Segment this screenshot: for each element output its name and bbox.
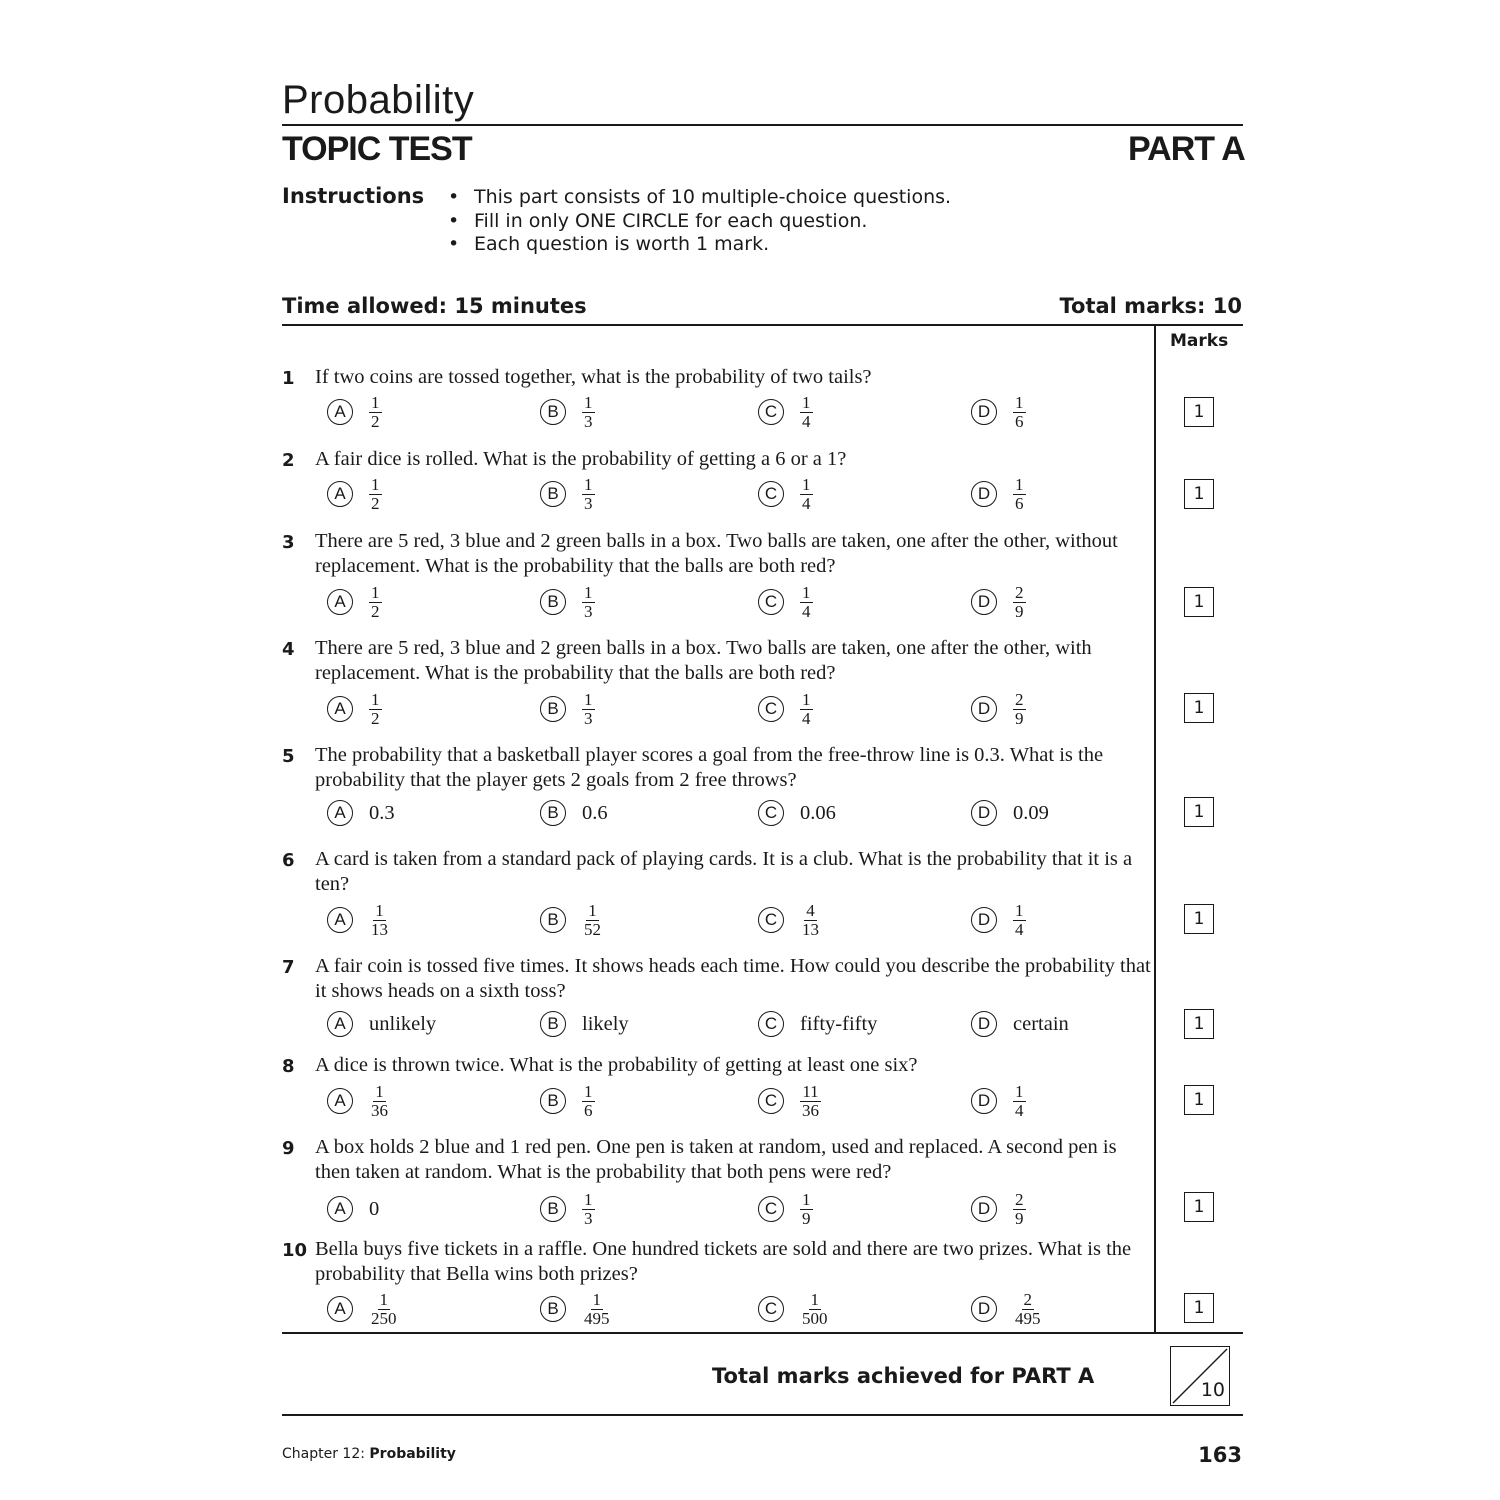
fraction-numerator: 1 [375,1081,384,1101]
fraction-numerator: 1 [1015,1081,1024,1101]
option-fraction [369,1083,390,1120]
answer-bubble-a[interactable]: A [327,800,353,826]
fraction-numerator: 1 [802,582,811,602]
option-fraction [800,902,821,939]
fraction-denominator: 6 [584,1100,593,1120]
fraction-denominator: 9 [1015,708,1024,728]
answer-bubble-c[interactable]: C [758,907,784,933]
option-fraction [582,584,595,621]
answer-option [971,1284,1043,1334]
fraction-denominator: 4 [1015,919,1024,939]
answer-option [971,1076,1026,1126]
instruction-item: • Fill in only ONE CIRCLE for each question. [448,210,868,232]
question-number: 4 [282,639,295,660]
option-fraction [582,1191,595,1228]
answer-option [327,1284,399,1334]
answer-option [758,999,877,1049]
question-number: 8 [282,1056,295,1077]
fraction-numerator: 1 [810,1289,819,1309]
answer-bubble-c[interactable]: C [758,1196,784,1222]
option-fraction [800,1083,821,1120]
answer-bubble-d[interactable]: D [971,589,997,615]
page-number: 163 [1198,1443,1242,1467]
instruction-item: • Each question is worth 1 mark. [448,233,770,255]
option-fraction [369,1291,399,1328]
question-text: If two coins are tossed together, what is the probability of two tails? [315,366,872,388]
question-number: 10 [282,1240,308,1261]
fraction-numerator: 1 [371,582,380,602]
fraction-denominator: 4 [802,493,811,513]
answer-bubble-a[interactable]: A [327,399,353,425]
answer-option [758,1284,830,1334]
mark-box: 1 [1184,479,1214,509]
mark-box: 1 [1184,397,1214,427]
answer-bubble-b[interactable]: B [540,1296,566,1322]
answer-option [758,469,813,519]
fraction-denominator: 4 [1015,1100,1024,1120]
answer-bubble-b[interactable]: B [540,1088,566,1114]
fraction-numerator: 2 [1023,1289,1032,1309]
option-fraction [582,1291,612,1328]
fraction-denominator: 3 [584,1208,593,1228]
total-score-box[interactable] [1170,1346,1230,1406]
answer-option [758,577,813,627]
option-value: 0.09 [1013,801,1049,824]
option-fraction [582,394,595,431]
fraction-numerator: 2 [1015,582,1024,602]
answer-bubble-c[interactable]: C [758,800,784,826]
answer-bubble-a[interactable]: A [327,696,353,722]
fraction-numerator: 4 [806,900,815,920]
fraction-numerator: 1 [802,474,811,494]
answer-bubble-d[interactable]: D [971,696,997,722]
answer-bubble-a[interactable]: A [327,589,353,615]
fraction-denominator: 3 [584,601,593,621]
fraction-numerator: 1 [584,1189,593,1209]
answer-option [327,469,382,519]
footer-chapter: Chapter 12: Probability [282,1446,456,1462]
answer-bubble-a[interactable]: A [327,1088,353,1114]
answer-bubble-b[interactable]: B [540,907,566,933]
fraction-numerator: 1 [584,1081,593,1101]
question-number: 9 [282,1138,295,1159]
answer-option [327,788,395,838]
fraction-numerator: 1 [584,392,593,412]
answer-bubble-c[interactable]: C [758,1088,784,1114]
answer-bubble-b[interactable]: B [540,800,566,826]
question-text: A box holds 2 blue and 1 red pen. One pen is taken at random, used and replaced. A second pen is then taken at random. What is the probability that both pens were red? [315,1136,1117,1183]
answer-bubble-a[interactable]: A [327,1296,353,1322]
option-fraction [800,1291,830,1328]
answer-option [971,999,1069,1049]
answer-bubble-b[interactable]: B [540,1196,566,1222]
fraction-numerator: 1 [371,474,380,494]
answer-bubble-c[interactable]: C [758,589,784,615]
option-fraction [1013,902,1026,939]
option-fraction [800,476,813,513]
option-fraction [582,476,595,513]
question-text: A fair dice is rolled. What is the probability of getting a 6 or a 1? [315,448,847,470]
question-text: There are 5 red, 3 blue and 2 green balls in a box. Two balls are taken, one after the other, with replacement. What is the probability that the balls are both red? [315,637,1092,684]
fraction-numerator: 1 [371,689,380,709]
question-number: 7 [282,957,295,978]
fraction-denominator: 2 [371,411,380,431]
mark-box: 1 [1184,1293,1214,1323]
answer-option [327,1184,379,1234]
option-value: 0.06 [800,801,836,824]
option-value: 0.6 [582,801,608,824]
total-achieved-label: Total marks achieved for PART A [712,1364,1095,1388]
option-value: certain [1013,1012,1069,1035]
answer-bubble-d[interactable]: D [971,1196,997,1222]
option-fraction [800,691,813,728]
answer-option [327,1076,390,1126]
answer-option [971,684,1026,734]
fraction-numerator: 1 [592,1289,601,1309]
option-value: fifty-fifty [800,1012,878,1035]
question-number: 1 [282,368,295,389]
fraction-denominator: 36 [802,1100,819,1120]
question-text: A dice is thrown twice. What is the probability of getting at least one six? [315,1054,918,1076]
part-heading: PART A [1128,130,1245,168]
time-allowed: Time allowed: 15 minutes [282,294,587,318]
fraction-denominator: 3 [584,708,593,728]
answer-option [758,1076,821,1126]
answer-bubble-c[interactable]: C [758,399,784,425]
fraction-denominator: 500 [802,1308,828,1328]
fraction-denominator: 13 [371,919,388,939]
answer-option [540,1076,595,1126]
fraction-numerator: 1 [584,474,593,494]
answer-bubble-a[interactable]: A [327,481,353,507]
option-fraction [1013,584,1026,621]
option-value: 0 [369,1197,380,1220]
answer-bubble-a[interactable]: A [327,1011,353,1037]
question-text: Bella buys five tickets in a raffle. One hundred tickets are sold and there are two prizes. What is the probability that Bella wins both prizes? [315,1238,1132,1285]
option-fraction [582,1083,595,1120]
option-fraction [369,691,382,728]
mark-box: 1 [1184,1192,1214,1222]
question-text: A card is taken from a standard pack of playing cards. It is a club. What is the probability that it is a ten? [315,848,1133,895]
option-value: likely [582,1012,629,1035]
answer-bubble-b[interactable]: B [540,481,566,507]
answer-option [540,895,603,945]
option-value: unlikely [369,1012,437,1035]
answer-bubble-b[interactable]: B [540,399,566,425]
question-number: 5 [282,746,295,767]
fraction-denominator: 6 [1015,493,1024,513]
fraction-denominator: 250 [371,1308,397,1328]
total-out-of: 10 [1200,1379,1225,1401]
answer-option [540,788,608,838]
question-number: 2 [282,450,295,471]
fraction-denominator: 4 [802,601,811,621]
answer-option [971,387,1026,437]
answer-bubble-c[interactable]: C [758,481,784,507]
question-text: The probability that a basketball player scores a goal from the free-throw line is 0.3. What is the probability that the player gets 2 goals from 2 free throws? [315,744,1104,791]
answer-option [540,999,629,1049]
fraction-numerator: 2 [1015,689,1024,709]
fraction-denominator: 52 [584,919,601,939]
fraction-numerator: 2 [1015,1189,1024,1209]
mark-box: 1 [1184,1009,1214,1039]
fraction-numerator: 1 [379,1289,388,1309]
answer-option [758,684,813,734]
instruction-item: • This part consists of 10 multiple-choice questions. [448,186,952,208]
answer-bubble-d[interactable]: D [971,399,997,425]
fraction-denominator: 2 [371,708,380,728]
question-number: 3 [282,532,295,553]
total-marks: Total marks: 10 [1059,294,1242,318]
option-fraction [582,691,595,728]
marks-column-header: Marks [1170,331,1229,351]
fraction-numerator: 1 [1015,474,1024,494]
mark-box: 1 [1184,693,1214,723]
option-fraction [582,902,603,939]
answer-option [758,1184,813,1234]
page-title: Probability [282,78,475,122]
fraction-numerator: 1 [375,900,384,920]
answer-option [327,895,390,945]
option-fraction [1013,394,1026,431]
answer-option [540,577,595,627]
option-fraction [800,584,813,621]
fraction-numerator: 1 [371,392,380,412]
fraction-denominator: 495 [1015,1308,1041,1328]
option-fraction [369,394,382,431]
option-fraction [800,394,813,431]
answer-option [971,788,1049,838]
answer-option [540,1284,612,1334]
answer-bubble-d[interactable]: D [971,1011,997,1037]
answer-option [971,577,1026,627]
answer-option [971,1184,1026,1234]
option-fraction [1013,691,1026,728]
answer-option [971,469,1026,519]
answer-bubble-b[interactable]: B [540,589,566,615]
question-text: A fair coin is tossed five times. It shows heads each time. How could you describe the probability that it shows heads on a sixth toss? [315,955,1151,1002]
answer-option [540,1184,595,1234]
option-fraction [1013,1191,1026,1228]
fraction-numerator: 1 [802,392,811,412]
fraction-denominator: 9 [1015,601,1024,621]
fraction-denominator: 4 [802,708,811,728]
fraction-numerator: 11 [802,1081,819,1101]
fraction-denominator: 4 [802,411,811,431]
answer-option [758,895,821,945]
topic-test-heading: TOPIC TEST [282,130,472,168]
answer-bubble-c[interactable]: C [758,1011,784,1037]
option-fraction [369,902,390,939]
fraction-denominator: 2 [371,601,380,621]
fraction-numerator: 1 [588,900,597,920]
mark-box: 1 [1184,797,1214,827]
fraction-numerator: 1 [584,582,593,602]
answer-bubble-d[interactable]: D [971,1296,997,1322]
question-text: There are 5 red, 3 blue and 2 green balls in a box. Two balls are taken, one after the other, without replacement. What is the probability that the balls are both red? [315,530,1118,577]
answer-bubble-d[interactable]: D [971,800,997,826]
answer-bubble-d[interactable]: D [971,481,997,507]
fraction-denominator: 6 [1015,411,1024,431]
answer-option [327,577,382,627]
answer-bubble-d[interactable]: D [971,907,997,933]
option-fraction [1013,476,1026,513]
fraction-numerator: 1 [802,689,811,709]
fraction-denominator: 9 [1015,1208,1024,1228]
questions-bottom-rule [282,1332,1243,1334]
answer-bubble-b[interactable]: B [540,696,566,722]
answer-option [758,788,836,838]
fraction-numerator: 1 [802,1189,811,1209]
answer-option [540,387,595,437]
summary-bottom-rule [282,1414,1243,1416]
fraction-denominator: 36 [371,1100,388,1120]
answer-bubble-b[interactable]: B [540,1011,566,1037]
title-rule [282,124,1243,126]
answer-option [971,895,1026,945]
questions-top-rule [282,324,1243,326]
fraction-denominator: 9 [802,1208,811,1228]
fraction-denominator: 495 [584,1308,610,1328]
mark-box: 1 [1184,587,1214,617]
answer-bubble-a[interactable]: A [327,1196,353,1222]
option-fraction [800,1191,813,1228]
option-fraction [1013,1291,1043,1328]
answer-bubble-c[interactable]: C [758,1296,784,1322]
fraction-denominator: 2 [371,493,380,513]
answer-option [327,999,436,1049]
fraction-denominator: 13 [802,919,819,939]
answer-option [327,387,382,437]
fraction-numerator: 1 [1015,900,1024,920]
option-value: 0.3 [369,801,395,824]
fraction-denominator: 3 [584,493,593,513]
mark-box: 1 [1184,1085,1214,1115]
fraction-denominator: 3 [584,411,593,431]
answer-bubble-d[interactable]: D [971,1088,997,1114]
answer-option [758,387,813,437]
answer-option [540,469,595,519]
answer-option [540,684,595,734]
fraction-numerator: 1 [1015,392,1024,412]
option-fraction [1013,1083,1026,1120]
answer-bubble-c[interactable]: C [758,696,784,722]
mark-box: 1 [1184,904,1214,934]
option-fraction [369,476,382,513]
answer-bubble-a[interactable]: A [327,907,353,933]
instructions-label: Instructions [282,184,425,208]
question-number: 6 [282,850,295,871]
option-fraction [369,584,382,621]
fraction-numerator: 1 [584,689,593,709]
answer-option [327,684,382,734]
